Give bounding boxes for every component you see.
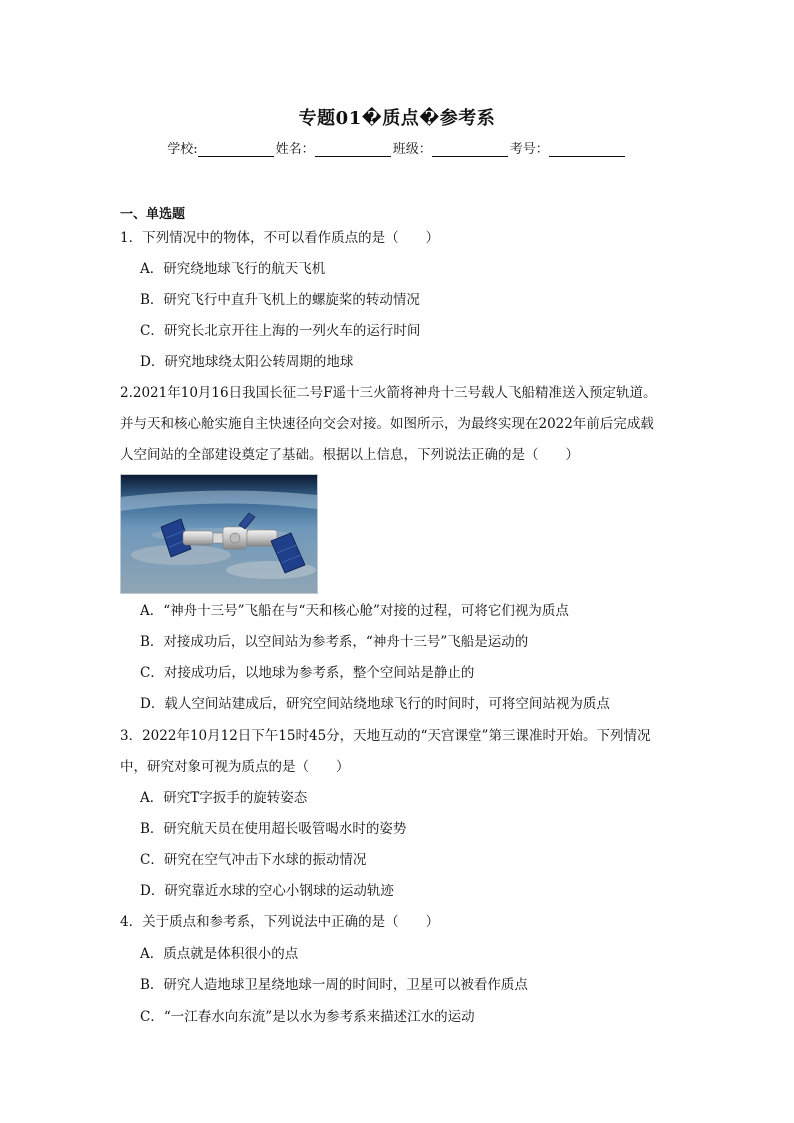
- question-4-option-a: A．质点就是体积很小的点: [140, 946, 299, 962]
- exam-number-blank[interactable]: [549, 142, 625, 157]
- question-4-option-b: B．研究人造地球卫星绕地球一周的时间时，卫星可以被看作质点: [140, 977, 528, 993]
- class-field: [393, 138, 510, 157]
- question-1-option-b: B．研究飞行中直升飞机上的螺旋桨的转动情况: [140, 292, 420, 308]
- question-3-option-a: A．研究T字扳手的旋转姿态: [140, 790, 308, 806]
- question-2-option-a: A．“神舟十三号”飞船在与“天和核心舱”对接的过程，可将它们视为质点: [140, 603, 569, 619]
- student-info-row: [0, 138, 794, 157]
- question-1-option-d: D．研究地球绕太阳公转周期的地球: [140, 354, 354, 370]
- space-station-photo: [120, 474, 318, 594]
- school-label: 学校:: [167, 142, 198, 157]
- question-2-stem-line-3: 人空间站的全部建设奠定了基础。根据以上信息，下列说法正确的是（ ）: [120, 447, 579, 463]
- class-blank[interactable]: [432, 142, 508, 157]
- question-2-option-d: D．载人空间站建成后，研究空间站绕地球飞行的时间时，可将空间站视为质点: [140, 696, 610, 712]
- school-blank[interactable]: [198, 142, 274, 157]
- question-3-stem-line-1: 3．2022年10月12日下午15时45分，天地互动的“天宫课堂”第三课准时开始。下列情况: [120, 728, 651, 744]
- question-2-option-b: B．对接成功后，以空间站为参考系，“神舟十三号”飞船是运动的: [140, 634, 529, 650]
- class-label: 班级：: [392, 142, 432, 157]
- exam-number-label: 考号：: [509, 142, 549, 157]
- question-4-option-c: C．“一江春水向东流”是以水为参考系来描述江水的运动: [140, 1009, 475, 1025]
- question-2-stem-line-2: 并与天和核心舱实施自主快速径向交会对接。如图所示，为最终实现在2022年前后完成载: [120, 416, 654, 432]
- space-station-illustration: [121, 475, 317, 593]
- question-3-option-d: D．研究靠近水球的空心小钢球的运动轨迹: [140, 883, 394, 899]
- question-2-option-c: C．对接成功后，以地球为参考系，整个空间站是静止的: [140, 665, 475, 681]
- section-heading: 一、单选题: [120, 207, 186, 222]
- page-title: 专题01�质点�参考系: [298, 108, 496, 129]
- exam-number-field: [510, 138, 627, 157]
- question-4-stem: 4．关于质点和参考系，下列说法中正确的是（ ）: [120, 914, 440, 930]
- question-3-option-b: B．研究航天员在使用超长吸管喝水时的姿势: [140, 821, 407, 837]
- question-3-option-c: C．研究在空气冲击下水球的振动情况: [140, 852, 367, 868]
- question-2-stem-line-1: 2.2021年10月16日我国长征二号F遥十三火箭将神舟十三号载人飞船精准送入预定轨道。: [120, 385, 657, 401]
- question-1-option-a: A．研究绕地球飞行的航天飞机: [140, 261, 326, 277]
- name-field: [276, 138, 393, 157]
- name-blank[interactable]: [315, 142, 391, 157]
- question-3-stem-line-2: 中，研究对象可视为质点的是（ ）: [120, 759, 350, 775]
- question-1-option-c: C．研究长北京开往上海的一列火车的运行时间: [140, 323, 421, 339]
- question-1-stem: 1．下列情况中的物体，不可以看作质点的是（ ）: [120, 230, 440, 246]
- name-label: 姓名：: [275, 142, 315, 157]
- school-field: [167, 138, 275, 157]
